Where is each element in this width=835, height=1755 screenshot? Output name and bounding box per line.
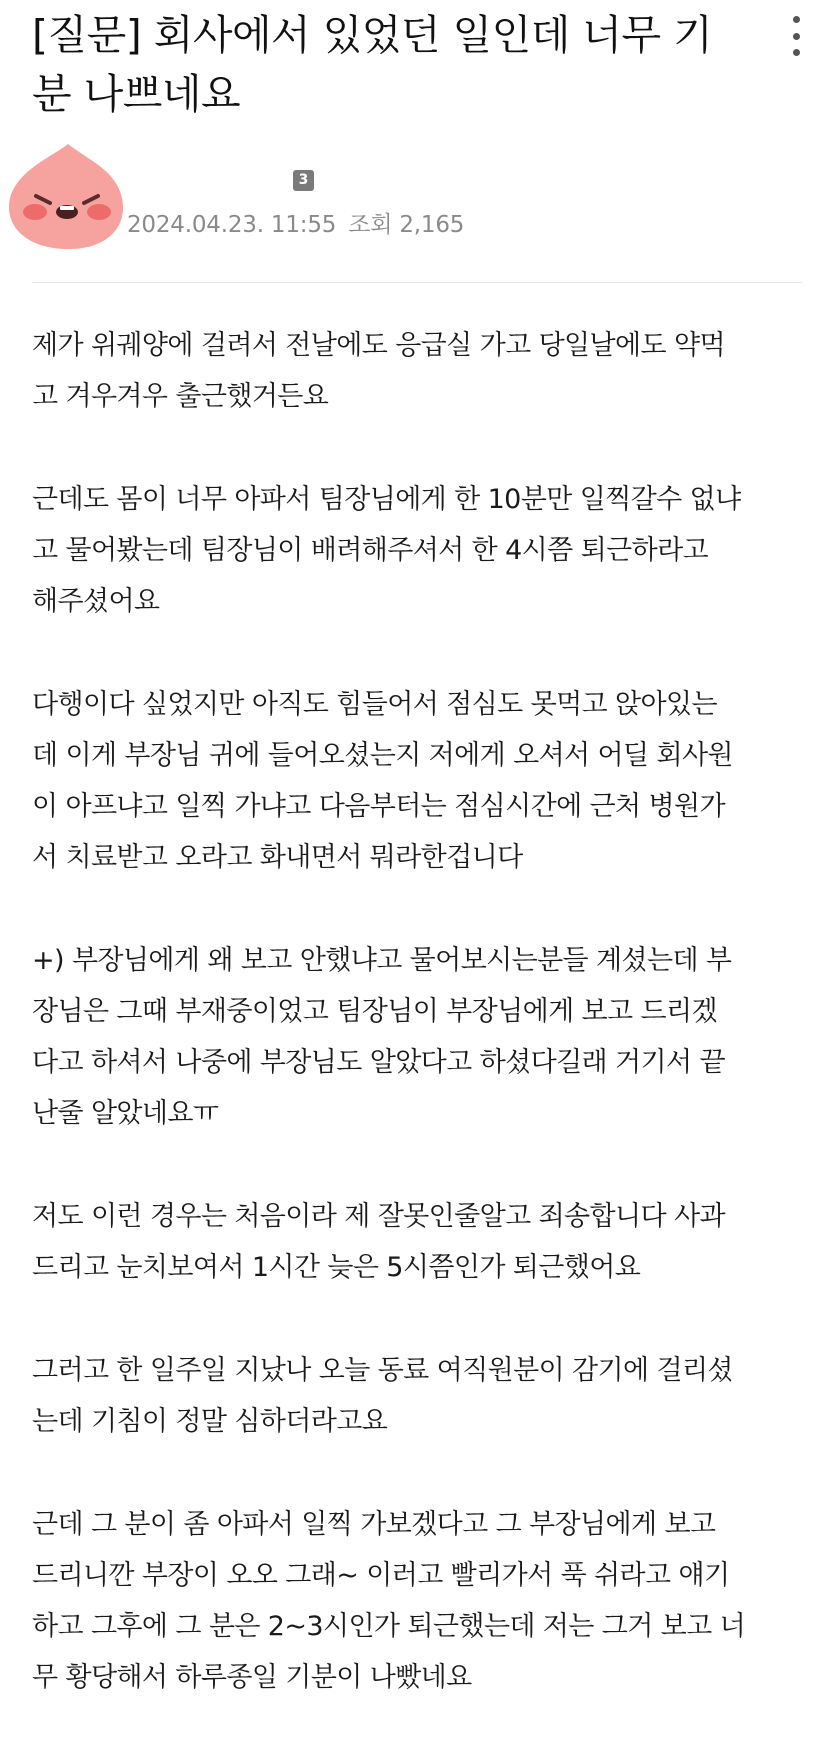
body-paragraph [32,320,802,422]
body-line: 근데도 몸이 너무 아파서 팀장님에게 한 10분만 일찍갈수 없냐 [32,484,741,515]
body-paragraph [32,679,802,883]
body-line: 난줄 알았네요ㅠ [32,1098,219,1129]
author-avatar[interactable] [6,140,128,252]
body-line: 그러고 한 일주일 지났나 오늘 동료 여직원분이 감기에 걸리셨 [32,1355,733,1386]
body-line: 고 겨우겨우 출근했거든요 [32,381,329,412]
header-divider [32,282,802,283]
body-line: 해주셨어요 [32,586,160,617]
body-line: 는데 기침이 정말 심하더라고요 [32,1406,388,1437]
body-line: 데 이게 부장님 귀에 들어오셨는지 저에게 오셔서 어딜 회사원 [32,740,733,771]
body-line: 무 황당해서 하루종일 기분이 나빴네요 [32,1662,472,1693]
body-line: 드리니깐 부장이 오오 그래~ 이러고 빨리가서 푹 쉬라고 얘기 [32,1560,730,1591]
views-label: 조회 [348,212,393,238]
body-line: 다고 하셔서 나중에 부장님도 알았다고 하셨다길래 거기서 끝 [32,1047,725,1078]
body-paragraph [32,1191,802,1293]
body-line: 근데 그 분이 좀 아파서 일찍 가보겠다고 그 부장님에게 보고 [32,1509,716,1540]
post-meta [127,206,464,239]
post-title [32,6,752,124]
body-line: 고 물어봤는데 팀장님이 배려해주셔서 한 4시쯤 퇴근하라고 [32,535,709,566]
body-line: 드리고 눈치보여서 1시간 늦은 5시쯤인가 퇴근했어요 [32,1252,641,1283]
kebab-dot [793,33,800,40]
post-body [32,320,802,1755]
kebab-dot [793,49,800,56]
member-level-badge: 3 [293,170,314,191]
body-line: 제가 위궤양에 걸려서 전날에도 응급실 가고 당일날에도 약먹 [32,330,725,361]
body-line: 다행이다 싶었지만 아직도 힘들어서 점심도 못먹고 앉아있는 [32,689,717,720]
body-paragraph [32,1499,802,1703]
more-vertical-icon[interactable] [784,16,808,56]
body-line: 이 아프냐고 일찍 가냐고 다음부터는 점심시간에 근처 병원가 [32,791,725,822]
body-line: +) 부장님에게 왜 보고 안했냐고 물어보시는분들 계셨는데 부 [32,945,732,976]
body-paragraph [32,1345,802,1447]
kebab-dot [793,16,800,23]
post-title-line-2: 분 나쁘네요 [32,70,241,118]
post-date: 2024.04.23. 11:55 [127,212,337,238]
body-line: 하고 그후에 그 분은 2~3시인가 퇴근했는데 저는 그거 보고 너 [32,1611,746,1642]
views-count: 2,165 [399,212,465,238]
apeach-avatar-icon [6,140,128,252]
post-title-line-1: [질문] 회사에서 있었던 일인데 너무 기 [32,11,713,59]
body-line: 서 치료받고 오라고 화내면서 뭐라한겁니다 [32,842,523,873]
body-paragraph [32,474,802,627]
body-line: 장님은 그때 부재중이었고 팀장님이 부장님에게 보고 드리겠 [32,996,717,1027]
body-line: 저도 이런 경우는 처음이라 제 잘못인줄알고 죄송합니다 사과 [32,1201,725,1232]
body-paragraph [32,935,802,1139]
